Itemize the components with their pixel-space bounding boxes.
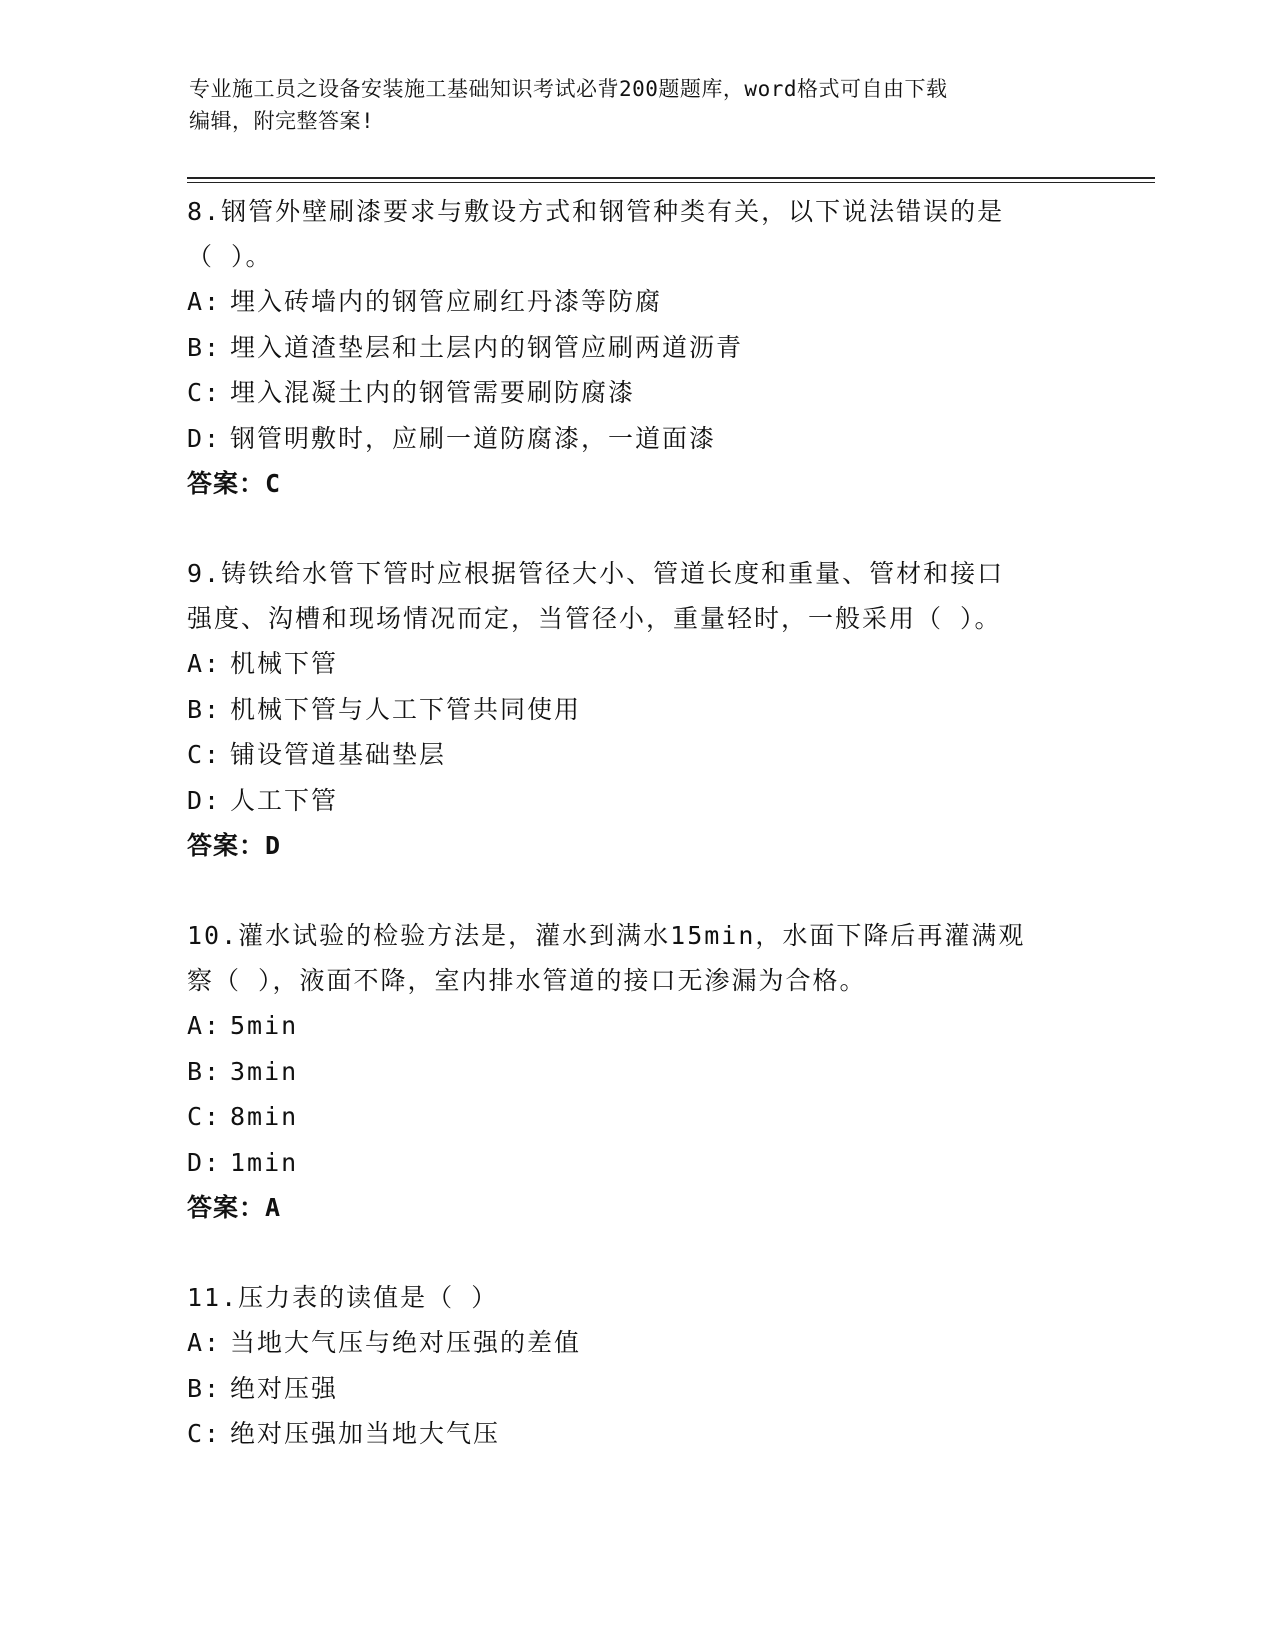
option-text: 机械下管 xyxy=(230,649,339,678)
option-label: C: xyxy=(187,1419,222,1448)
option-a xyxy=(187,641,1087,687)
option-text: 人工下管 xyxy=(230,785,339,815)
option-text: 机械下管与人工下管共同使用 xyxy=(230,694,582,724)
option-label: A: xyxy=(187,1328,222,1357)
option-text: 绝对压强加当地大气压 xyxy=(230,1419,501,1448)
option-c xyxy=(187,370,1087,416)
question-gap xyxy=(187,1230,1087,1275)
option-c xyxy=(187,1411,1087,1457)
question-text-line: 察（ ），液面不降，室内排水管道的接口无渗漏为合格。 xyxy=(187,966,867,995)
option-label: A: xyxy=(187,287,222,316)
option-text: 绝对压强 xyxy=(230,1373,339,1403)
question-8 xyxy=(187,189,1087,506)
option-label: D: xyxy=(187,1147,222,1177)
option-label: C: xyxy=(187,1102,222,1131)
option-label: B: xyxy=(187,332,222,362)
question-text-line: （ ）。 xyxy=(187,242,273,271)
option-b xyxy=(187,1049,1087,1095)
document-header xyxy=(189,73,1079,137)
option-b xyxy=(187,687,1087,733)
header-line-1: 专业施工员之设备安装施工基础知识考试必背200题题库，word格式可自由下载 xyxy=(189,77,948,101)
question-list xyxy=(187,189,1087,1457)
question-9 xyxy=(187,551,1087,868)
option-b xyxy=(187,1366,1087,1412)
option-b xyxy=(187,325,1087,371)
option-c xyxy=(187,732,1087,778)
option-label: C: xyxy=(187,378,222,407)
answer: 答案：C xyxy=(187,469,282,498)
question-text-line: 8.钢管外壁刷漆要求与敷设方式和钢管种类有关，以下说法错误的是 xyxy=(187,197,1005,226)
option-d xyxy=(187,1140,1087,1186)
option-d xyxy=(187,778,1087,824)
header-rule-thick xyxy=(187,177,1155,179)
option-text: 埋入砖墙内的钢管应刷红丹漆等防腐 xyxy=(230,287,663,316)
option-label: D: xyxy=(187,785,222,815)
answer: 答案：D xyxy=(187,831,282,860)
option-c xyxy=(187,1094,1087,1140)
question-gap xyxy=(187,868,1087,913)
option-a xyxy=(187,1003,1087,1049)
option-text: 8min xyxy=(230,1102,299,1131)
option-text: 钢管明敷时，应刷一道防腐漆，一道面漆 xyxy=(230,423,717,453)
option-label: D: xyxy=(187,423,222,453)
question-text-line: 11.压力表的读值是（ ） xyxy=(187,1283,499,1312)
option-text: 当地大气压与绝对压强的差值 xyxy=(230,1328,582,1357)
option-text: 埋入混凝土内的钢管需要刷防腐漆 xyxy=(230,378,636,407)
option-label: A: xyxy=(187,649,222,678)
option-text: 埋入道渣垫层和土层内的钢管应刷两道沥青 xyxy=(230,332,744,362)
option-text: 5min xyxy=(230,1011,299,1040)
question-text-line: 10.灌水试验的检验方法是，灌水到满水15min，水面下降后再灌满观 xyxy=(187,921,1026,950)
answer: 答案：A xyxy=(187,1193,282,1222)
option-text: 铺设管道基础垫层 xyxy=(230,740,447,769)
question-text-line: 9.铸铁给水管下管时应根据管径大小、管道长度和重量、管材和接口 xyxy=(187,559,1005,588)
option-text: 1min xyxy=(230,1147,299,1177)
question-gap xyxy=(187,506,1087,551)
option-text: 3min xyxy=(230,1056,299,1086)
option-label: A: xyxy=(187,1011,222,1040)
option-a xyxy=(187,279,1087,325)
option-label: C: xyxy=(187,740,222,769)
option-a xyxy=(187,1320,1087,1366)
question-10 xyxy=(187,913,1087,1230)
option-d xyxy=(187,416,1087,462)
question-text-line: 强度、沟槽和现场情况而定，当管径小，重量轻时，一般采用（ ）。 xyxy=(187,604,1002,633)
option-label: B: xyxy=(187,1056,222,1086)
option-label: B: xyxy=(187,694,222,724)
header-line-2: 编辑，附完整答案! xyxy=(189,109,375,133)
option-label: B: xyxy=(187,1373,222,1403)
header-rule-thin xyxy=(187,182,1155,183)
question-11 xyxy=(187,1275,1087,1457)
